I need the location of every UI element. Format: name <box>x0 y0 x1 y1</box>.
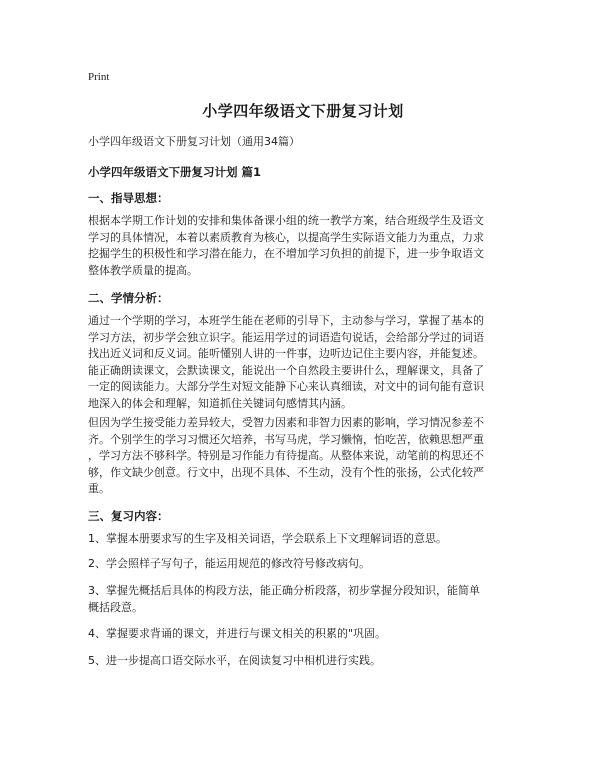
guiding-paragraph <box>88 213 518 279</box>
list-item: 1、掌握本册要求写的生字及相关词语，学会联系上下文理解词语的意思。 <box>88 532 447 545</box>
section-heading-analysis: 二、学情分析： <box>88 291 169 305</box>
paragraph-line: 整体教学质量的提高。 <box>88 263 198 277</box>
content-item-4 <box>88 626 518 643</box>
paragraph-line: 能正确朗读课文，会默读课文，能说出一个自然段主要讲什么，理解课文，具备了 <box>88 363 484 377</box>
list-item: 5、进一步提高口语交际水平，在阅读复习中相机进行实践。 <box>88 654 381 667</box>
chapter-heading: 小学四年级语文下册复习计划 篇1 <box>88 165 262 179</box>
list-item-continuation: 概括段意。 <box>88 600 143 614</box>
paragraph-line: 挖掘学生的积极性和学习潜在能力，在不增加学习负担的前提下，进一步争取语文 <box>88 247 484 261</box>
paragraph-line: 齐。个别学生的学习习惯还欠培养，书写马虎，学习懒惰，怕吃苦，依赖思想严重 <box>88 432 484 446</box>
paragraph-line: 学习方法，初步学会独立识字。能运用学过的词语造句说话，会给部分学过的词语 <box>88 330 484 344</box>
document-subtitle: 小学四年级语文下册复习计划（通用34篇） <box>88 135 300 148</box>
section-heading-guiding: 一、指导思想： <box>88 191 169 205</box>
paragraph-line: 根据本学期工作计划的安排和集体备课小组的统一教学方案，结合班级学生及语文 <box>88 214 484 227</box>
content-item-2 <box>88 556 518 573</box>
list-item: 2、学会照样子写句子，能运用规范的修改符号修改病句。 <box>88 557 370 570</box>
analysis-paragraph-1 <box>88 313 518 413</box>
content-item-5 <box>88 653 518 670</box>
paragraph-line: 通过一个学期的学习，本班学生能在老师的引导下，主动参与学习，掌握了基本的 <box>88 314 484 327</box>
paragraph-line: 一定的阅读能力。大部分学生对短文能静下心来认真细读，对文中的词句能有意识 <box>88 380 484 394</box>
content-item-3 <box>88 583 518 616</box>
paragraph-line: 够，作文缺少创意。行文中，出现不具体、不生动，没有个性的张扬，公式化较严 <box>88 465 484 479</box>
paragraph-line: ，学习方法不够科学。特别是习作能力有待提高。从整体来说，动笔前的构思还不 <box>88 449 484 463</box>
document-title: 小学四年级语文下册复习计划 <box>202 102 404 120</box>
content-item-1 <box>88 531 518 548</box>
paragraph-line: 学习的具体情况，本着以素质教育为核心，以提高学生实际语文能力为重点，力求 <box>88 230 484 244</box>
print-label[interactable]: Print <box>88 71 110 83</box>
analysis-paragraph-2 <box>88 415 518 498</box>
list-item: 3、掌握先概括后具体的构段方法，能正确分析段落，初步掌握分段知识，能简单 <box>88 584 480 597</box>
paragraph-line: 地深入的体会和理解，知道抓住关键词句感情其内涵。 <box>88 396 352 410</box>
section-heading-content: 三、复习内容： <box>88 509 169 523</box>
paragraph-line: 找出近义词和反义词。能听懂别人讲的一件事，边听边记住主要内容，并能复述。 <box>88 347 484 361</box>
paragraph-line: 但因为学生接受能力差异较大，受智力因素和非智力因素的影响，学习情况参差不 <box>88 416 484 429</box>
list-item: 4、掌握要求背诵的课文，并进行与课文相关的积累的"巩固。 <box>88 627 387 640</box>
paragraph-line: 重。 <box>88 482 110 496</box>
